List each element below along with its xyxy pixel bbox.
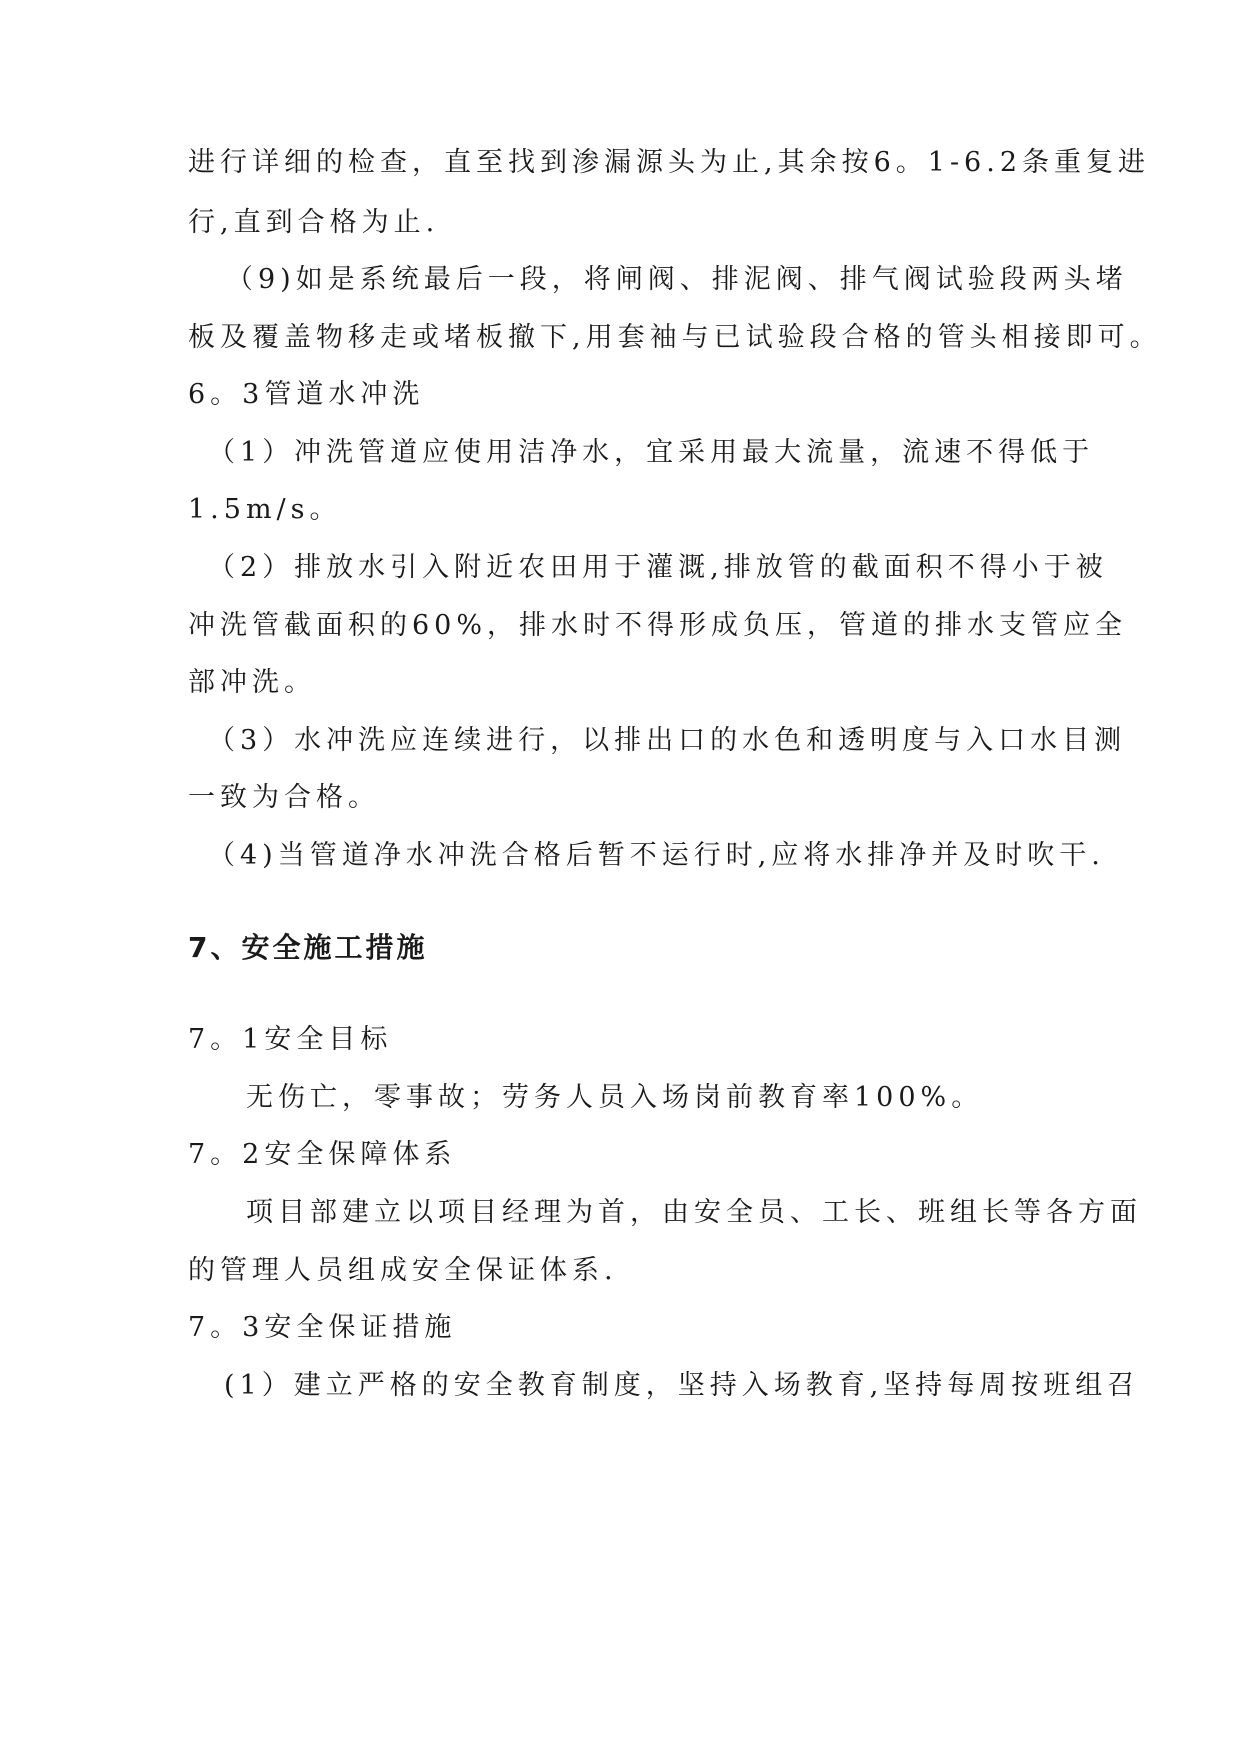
paragraph-line: 行,直到合格为止.: [188, 207, 440, 238]
list-item-2: （2）排放水引入附近农田用于灌溉,排放管的截面积不得小于被: [208, 552, 1108, 583]
list-item-1: (1）建立严格的安全教育制度，坚持入场教育,坚持每周按班组召: [224, 1370, 1140, 1401]
paragraph-line: 一致为合格。: [188, 782, 380, 813]
paragraph-line: 板及覆盖物移走或堵板撤下,用套袖与已试验段合格的管头相接即可。: [188, 322, 1162, 353]
section-heading-7-2: 7。2安全保障体系: [188, 1139, 457, 1170]
list-item-1: （1）冲洗管道应使用洁净水，宜采用最大流量，流速不得低于: [208, 437, 1095, 468]
section-heading-6-3: 6。3管道水冲洗: [188, 379, 425, 410]
section-heading-7-3: 7。3安全保证措施: [188, 1312, 457, 1343]
list-item-4: （4)当管道净水冲洗合格后暂不运行时,应将水排净并及时吹干.: [208, 840, 1105, 871]
list-item-9: （9)如是系统最后一段，将闸阀、排泥阀、排气阀试验段两头堵: [226, 264, 1128, 295]
paragraph-line: 的管理人员组成安全保证体系.: [188, 1255, 618, 1286]
list-item-3: （3）水冲洗应连续进行，以排出口的水色和透明度与入口水目测: [208, 725, 1127, 756]
section-heading-7: 7、安全施工措施: [188, 931, 428, 964]
paragraph-line: 冲洗管截面积的60%，排水时不得形成负压，管道的排水支管应全: [188, 610, 1128, 641]
paragraph-line: 进行详细的检查，直至找到渗漏源头为止,其余按6。1-6.2条重复进: [188, 147, 1150, 178]
paragraph-line: 项目部建立以项目经理为首，由安全员、工长、班组长等各方面: [246, 1197, 1142, 1228]
paragraph-line: 1.5m/s。: [188, 494, 342, 525]
section-heading-7-1: 7。1安全目标: [188, 1024, 393, 1055]
paragraph-line: 无伤亡，零事故；劳务人员入场岗前教育率100%。: [246, 1082, 984, 1113]
paragraph-line: 部冲洗。: [188, 667, 316, 698]
